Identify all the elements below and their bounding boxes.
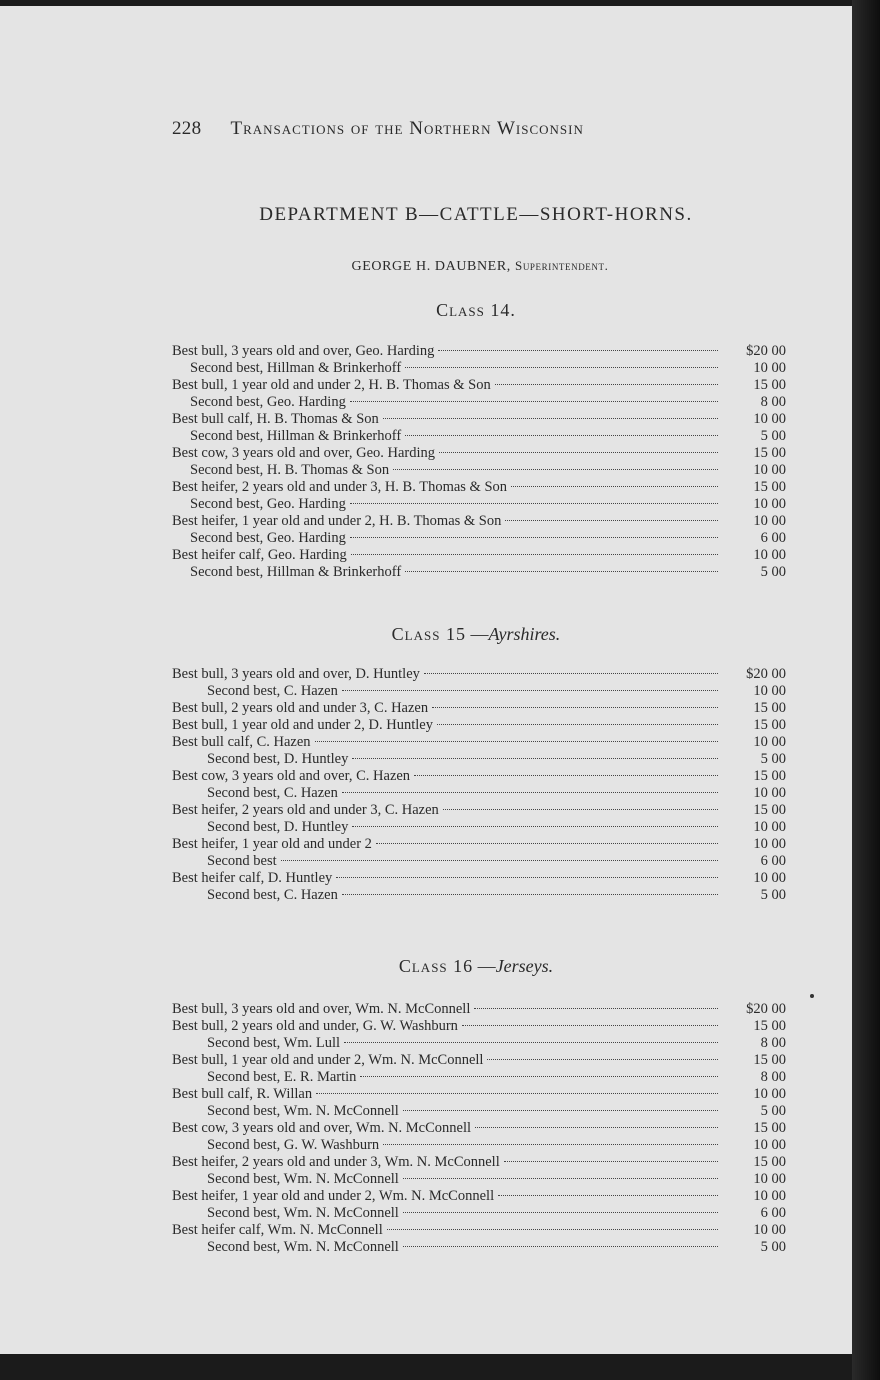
premium-entry bbox=[172, 1103, 786, 1120]
premium-entry bbox=[172, 853, 786, 870]
entry-amount: $20 00 bbox=[746, 666, 786, 682]
entry-text: Best bull, 3 years old and over, Wm. N. McConnell bbox=[172, 1001, 471, 1017]
entry-amount: 10 00 bbox=[753, 1222, 786, 1238]
dot-leader bbox=[437, 724, 718, 725]
entry-amount: 10 00 bbox=[753, 1086, 786, 1102]
entry-text: Best bull, 2 years old and under, G. W. Washburn bbox=[172, 1018, 458, 1034]
dot-leader bbox=[315, 741, 718, 742]
premium-entry bbox=[172, 1069, 786, 1086]
dot-leader bbox=[350, 503, 718, 504]
class-14-heading bbox=[0, 300, 880, 321]
premium-entry bbox=[172, 496, 786, 513]
entry-amount: 10 00 bbox=[753, 683, 786, 699]
class-label: Class 16 bbox=[398, 956, 474, 976]
dot-leader bbox=[383, 1144, 718, 1145]
premium-entry bbox=[172, 717, 786, 734]
dot-leader bbox=[495, 384, 718, 385]
dot-leader bbox=[487, 1059, 718, 1060]
premium-entry bbox=[172, 1052, 786, 1069]
entry-amount: 10 00 bbox=[753, 547, 786, 563]
dot-leader bbox=[281, 860, 718, 861]
dot-leader bbox=[405, 435, 718, 436]
premium-entry bbox=[172, 1120, 786, 1137]
entry-amount: 5 00 bbox=[760, 564, 786, 580]
entry-amount: 6 00 bbox=[760, 530, 786, 546]
superintendent-role: Superintendent. bbox=[514, 258, 609, 273]
entry-text: Second best, Wm. N. McConnell bbox=[207, 1239, 399, 1255]
entry-amount: 5 00 bbox=[760, 1103, 786, 1119]
premium-entry bbox=[172, 530, 786, 547]
entry-amount: 10 00 bbox=[753, 785, 786, 801]
class-16-heading bbox=[0, 956, 880, 977]
dot-leader bbox=[498, 1195, 718, 1196]
entry-amount: 15 00 bbox=[753, 1120, 786, 1136]
class-dash: — bbox=[477, 956, 496, 976]
premium-entry bbox=[172, 870, 786, 887]
dot-leader bbox=[351, 554, 718, 555]
premium-entry bbox=[172, 1035, 786, 1052]
entry-amount: 10 00 bbox=[753, 819, 786, 835]
entry-amount: 5 00 bbox=[760, 1239, 786, 1255]
premium-entry bbox=[172, 513, 786, 530]
entry-amount: 6 00 bbox=[760, 853, 786, 869]
premium-entry bbox=[172, 360, 786, 377]
dot-leader bbox=[342, 894, 718, 895]
entry-amount: 15 00 bbox=[753, 768, 786, 784]
superintendent-line bbox=[0, 258, 880, 275]
entry-text: Best cow, 3 years old and over, Geo. Harding bbox=[172, 445, 436, 461]
dot-leader bbox=[462, 1025, 718, 1026]
class-16-list bbox=[172, 1001, 786, 1256]
entry-text: Best heifer calf, Wm. N. McConnell bbox=[172, 1222, 383, 1238]
ink-speck bbox=[810, 994, 814, 998]
entry-amount: 8 00 bbox=[760, 1069, 786, 1085]
dot-leader bbox=[350, 401, 718, 402]
entry-text: Second best, Geo. Harding bbox=[190, 530, 346, 546]
entry-text: Second best, D. Huntley bbox=[207, 751, 349, 767]
dot-leader bbox=[350, 537, 718, 538]
entry-text: Second best, Wm. Lull bbox=[207, 1035, 341, 1051]
running-title: Transactions of the Northern Wisconsin bbox=[230, 118, 584, 139]
entry-amount: 10 00 bbox=[753, 1137, 786, 1153]
dot-leader bbox=[403, 1178, 718, 1179]
entry-text: Best cow, 3 years old and over, C. Hazen bbox=[172, 768, 411, 784]
premium-entry bbox=[172, 1222, 786, 1239]
entry-text: Best bull calf, H. B. Thomas & Son bbox=[172, 411, 379, 427]
dot-leader bbox=[439, 452, 718, 453]
dot-leader bbox=[383, 418, 718, 419]
entry-text: Best bull calf, C. Hazen bbox=[172, 734, 311, 750]
premium-entry bbox=[172, 479, 786, 496]
premium-entry bbox=[172, 547, 786, 564]
entry-amount: 10 00 bbox=[753, 1188, 786, 1204]
dot-leader bbox=[475, 1127, 718, 1128]
entry-amount: 15 00 bbox=[753, 1018, 786, 1034]
dot-leader bbox=[414, 775, 718, 776]
dot-leader bbox=[376, 843, 718, 844]
entry-amount: 15 00 bbox=[753, 700, 786, 716]
entry-text: Best heifer calf, D. Huntley bbox=[172, 870, 333, 886]
entry-text: Second best, Wm. N. McConnell bbox=[207, 1205, 399, 1221]
entry-amount: $20 00 bbox=[746, 343, 786, 359]
premium-entry bbox=[172, 666, 786, 683]
dot-leader bbox=[352, 758, 718, 759]
dot-leader bbox=[403, 1246, 718, 1247]
entry-amount: 10 00 bbox=[753, 462, 786, 478]
entry-amount: 5 00 bbox=[760, 887, 786, 903]
running-head bbox=[172, 118, 712, 140]
premium-entry bbox=[172, 564, 786, 581]
dot-leader bbox=[511, 486, 718, 487]
entry-text: Second best, Wm. N. McConnell bbox=[207, 1171, 399, 1187]
entry-text: Second best, G. W. Washburn bbox=[207, 1137, 380, 1153]
class-label: Class 15 bbox=[391, 624, 466, 644]
entry-text: Second best, Geo. Harding bbox=[190, 496, 346, 512]
entry-text: Second best, C. Hazen bbox=[207, 683, 338, 699]
entry-text: Second best, H. B. Thomas & Son bbox=[190, 462, 390, 478]
premium-entry bbox=[172, 819, 786, 836]
class-dash: — bbox=[470, 624, 489, 644]
premium-entry bbox=[172, 734, 786, 751]
entry-amount: 10 00 bbox=[753, 734, 786, 750]
entry-text: Best bull, 2 years old and under 3, C. Hazen bbox=[172, 700, 429, 716]
breed-name: Jerseys. bbox=[495, 956, 554, 976]
entry-text: Best bull calf, R. Willan bbox=[172, 1086, 313, 1102]
entry-amount: 15 00 bbox=[753, 445, 786, 461]
dot-leader bbox=[403, 1212, 718, 1213]
entry-amount: 15 00 bbox=[753, 1052, 786, 1068]
premium-entry bbox=[172, 683, 786, 700]
entry-text: Second best bbox=[207, 853, 277, 869]
entry-text: Second best, C. Hazen bbox=[207, 887, 338, 903]
premium-entry bbox=[172, 751, 786, 768]
entry-amount: 10 00 bbox=[753, 836, 786, 852]
premium-entry bbox=[172, 1018, 786, 1035]
dot-leader bbox=[344, 1042, 718, 1043]
dot-leader bbox=[424, 673, 718, 674]
dot-leader bbox=[443, 809, 718, 810]
dot-leader bbox=[474, 1008, 718, 1009]
premium-entry bbox=[172, 428, 786, 445]
premium-entry bbox=[172, 445, 786, 462]
dot-leader bbox=[316, 1093, 718, 1094]
dot-leader bbox=[393, 469, 718, 470]
entry-amount: 15 00 bbox=[753, 1154, 786, 1170]
entry-text: Best heifer, 2 years old and under 3, H. B. Thomas & Son bbox=[172, 479, 508, 495]
entry-text: Second best, Wm. N. McConnell bbox=[207, 1103, 399, 1119]
entry-text: Second best, Geo. Harding bbox=[190, 394, 346, 410]
premium-entry bbox=[172, 887, 786, 904]
premium-entry bbox=[172, 768, 786, 785]
premium-entry bbox=[172, 462, 786, 479]
entry-amount: 15 00 bbox=[753, 717, 786, 733]
entry-amount: 10 00 bbox=[753, 513, 786, 529]
dot-leader bbox=[342, 690, 718, 691]
premium-entry bbox=[172, 394, 786, 411]
entry-text: Second best, C. Hazen bbox=[207, 785, 338, 801]
entry-text: Second best, D. Huntley bbox=[207, 819, 349, 835]
dot-leader bbox=[387, 1229, 718, 1230]
entry-text: Second best, Hillman & Brinkerhoff bbox=[190, 564, 402, 580]
entry-amount: 8 00 bbox=[760, 394, 786, 410]
entry-amount: 5 00 bbox=[760, 428, 786, 444]
premium-entry bbox=[172, 836, 786, 853]
department-heading: DEPARTMENT B—CATTLE—SHORT-HORNS. bbox=[259, 204, 693, 225]
entry-amount: 15 00 bbox=[753, 802, 786, 818]
entry-text: Best heifer calf, Geo. Harding bbox=[172, 547, 347, 563]
entry-text: Best heifer, 2 years old and under 3, Wm. N. McConnell bbox=[172, 1154, 500, 1170]
breed-name: Ayrshires. bbox=[488, 624, 561, 644]
entry-text: Best heifer, 2 years old and under 3, C. Hazen bbox=[172, 802, 439, 818]
premium-entry bbox=[172, 1086, 786, 1103]
superintendent-name: GEORGE H. DAUBNER, bbox=[351, 259, 511, 274]
entry-amount: 10 00 bbox=[753, 870, 786, 886]
premium-entry bbox=[172, 1137, 786, 1154]
entry-text: Best bull, 3 years old and over, Geo. Harding bbox=[172, 343, 435, 359]
premium-entry bbox=[172, 1188, 786, 1205]
entry-amount: 8 00 bbox=[760, 1035, 786, 1051]
entry-text: Best bull, 3 years old and over, D. Huntley bbox=[172, 666, 420, 682]
premium-entry bbox=[172, 785, 786, 802]
premium-entry bbox=[172, 1239, 786, 1256]
entry-text: Best bull, 1 year old and under 2, D. Huntley bbox=[172, 717, 433, 733]
entry-amount: 10 00 bbox=[753, 360, 786, 376]
entry-text: Best heifer, 1 year old and under 2, H. B. Thomas & Son bbox=[172, 513, 502, 529]
entry-amount: $20 00 bbox=[746, 1001, 786, 1017]
dot-leader bbox=[504, 1161, 718, 1162]
page-number: 228 bbox=[172, 118, 202, 139]
premium-entry bbox=[172, 1171, 786, 1188]
class-15-list bbox=[172, 666, 786, 904]
premium-entry bbox=[172, 343, 786, 360]
dot-leader bbox=[336, 877, 718, 878]
dot-leader bbox=[352, 826, 718, 827]
dot-leader bbox=[342, 792, 718, 793]
entry-amount: 10 00 bbox=[753, 496, 786, 512]
dot-leader bbox=[405, 367, 718, 368]
premium-entry bbox=[172, 1001, 786, 1018]
entry-text: Best heifer, 1 year old and under 2, Wm. N. McConnell bbox=[172, 1188, 495, 1204]
entry-amount: 10 00 bbox=[753, 411, 786, 427]
premium-entry bbox=[172, 377, 786, 394]
premium-entry bbox=[172, 1205, 786, 1222]
entry-amount: 5 00 bbox=[760, 751, 786, 767]
entry-text: Second best, E. R. Martin bbox=[207, 1069, 357, 1085]
dot-leader bbox=[403, 1110, 718, 1111]
dot-leader bbox=[438, 350, 718, 351]
dot-leader bbox=[432, 707, 718, 708]
entry-text: Best bull, 1 year old and under 2, H. B. Thomas & Son bbox=[172, 377, 491, 393]
entry-text: Best cow, 3 years old and over, Wm. N. McConnell bbox=[172, 1120, 472, 1136]
entry-amount: 15 00 bbox=[753, 377, 786, 393]
entry-text: Second best, Hillman & Brinkerhoff bbox=[190, 360, 402, 376]
dot-leader bbox=[505, 520, 718, 521]
entry-text: Best heifer, 1 year old and under 2 bbox=[172, 836, 372, 852]
class-label: Class 14. bbox=[436, 300, 516, 320]
entry-text: Second best, Hillman & Brinkerhoff bbox=[190, 428, 402, 444]
premium-entry bbox=[172, 411, 786, 428]
dot-leader bbox=[405, 571, 718, 572]
entry-amount: 6 00 bbox=[760, 1205, 786, 1221]
dot-leader bbox=[360, 1076, 718, 1077]
entry-amount: 15 00 bbox=[753, 479, 786, 495]
entry-text: Best bull, 1 year old and under 2, Wm. N. McConnell bbox=[172, 1052, 484, 1068]
premium-entry bbox=[172, 700, 786, 717]
entry-amount: 10 00 bbox=[753, 1171, 786, 1187]
class-14-list bbox=[172, 343, 786, 581]
class-15-heading bbox=[0, 624, 880, 645]
premium-entry bbox=[172, 802, 786, 819]
premium-entry bbox=[172, 1154, 786, 1171]
